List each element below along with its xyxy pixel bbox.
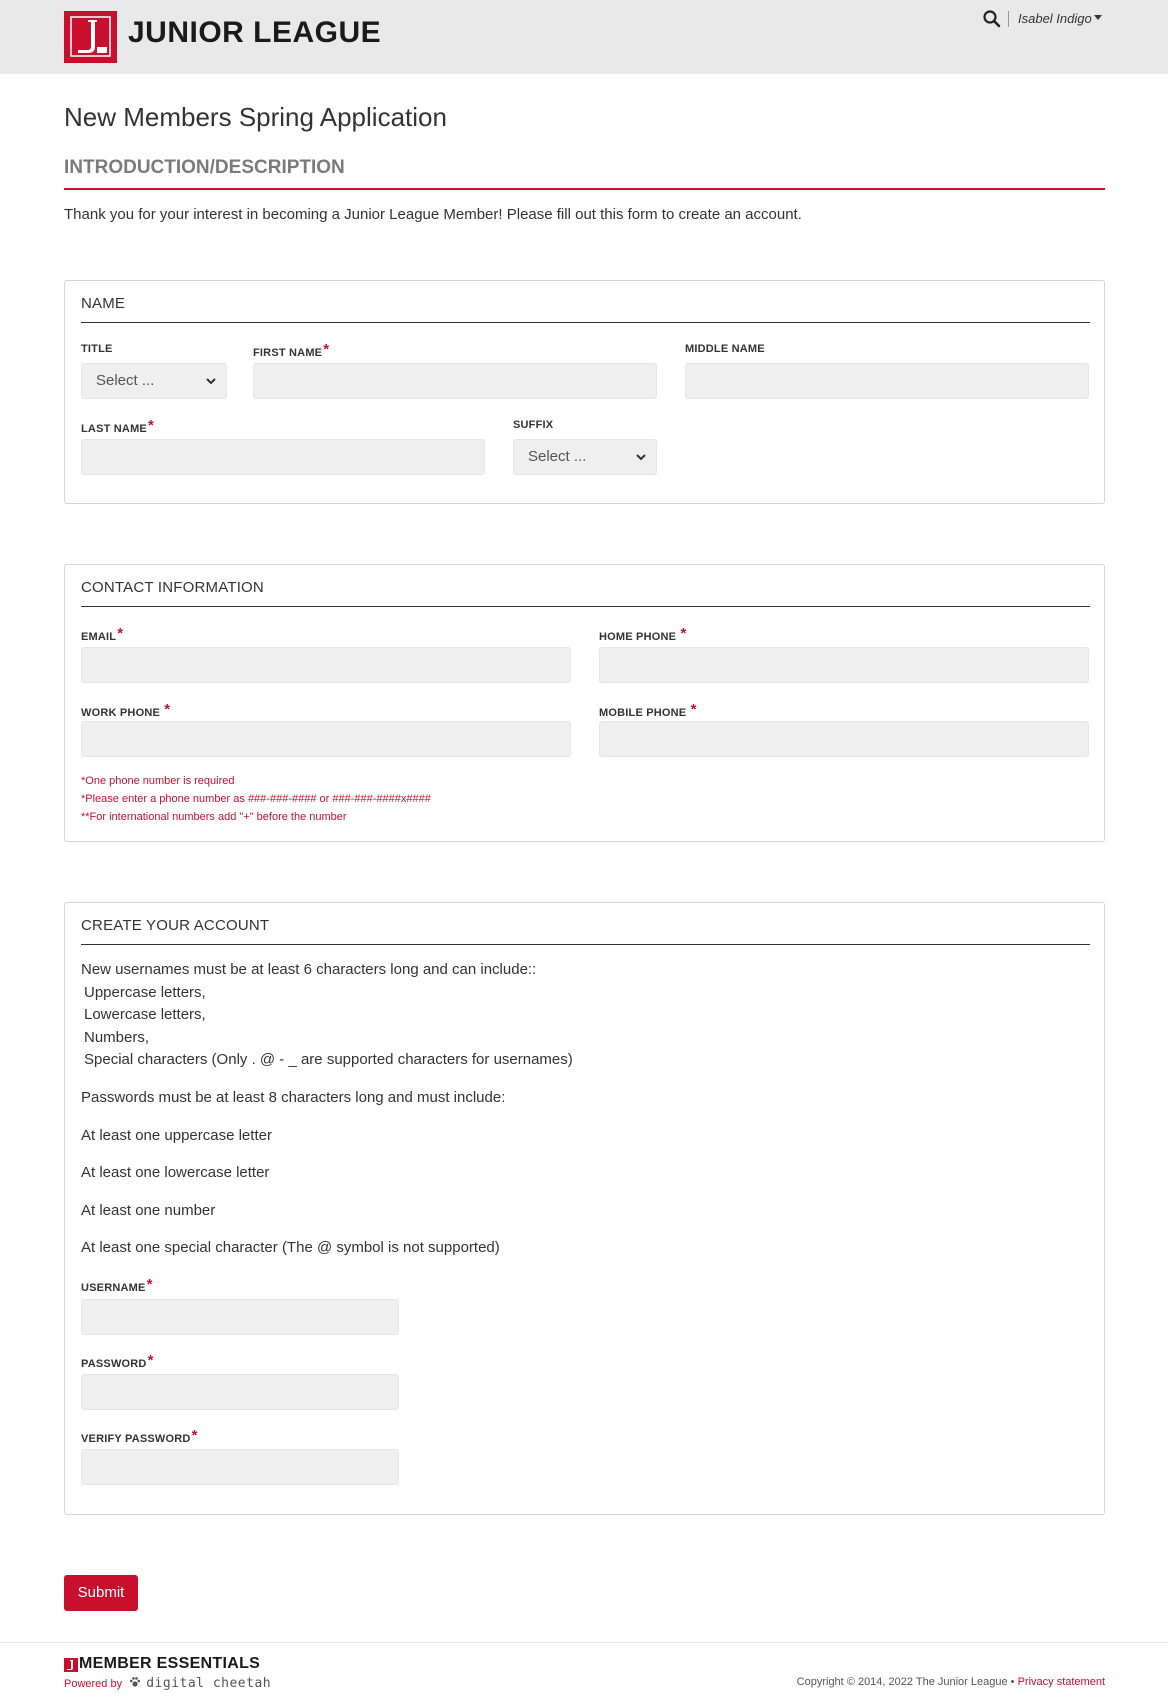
user-name: Isabel Indigo <box>1018 11 1092 26</box>
required-marker: * <box>191 1427 198 1444</box>
title-select-value: Select ... <box>96 372 155 389</box>
username-rule-item: Numbers, <box>84 1029 150 1046</box>
privacy-statement-link[interactable]: Privacy statement <box>1017 1676 1105 1688</box>
required-marker: * <box>147 1352 154 1369</box>
password-rule-item: At least one uppercase letter <box>81 1127 272 1144</box>
username-rule-item: Special characters (Only . @ - _ are supported characters for usernames) <box>84 1051 573 1068</box>
required-marker: * <box>680 625 687 642</box>
suffix-select-value: Select ... <box>528 448 587 465</box>
last-name-label: LAST NAME* <box>81 417 155 435</box>
caret-down-icon <box>1094 15 1102 20</box>
password-rules-intro: Passwords must be at least 8 characters long and must include: <box>81 1089 506 1106</box>
top-header <box>0 0 1168 74</box>
middle-name-input[interactable] <box>685 363 1089 399</box>
phone-hint-format: *Please enter a phone number as ###-###-#### or ###-###-####x#### <box>81 793 431 805</box>
password-label: PASSWORD* <box>81 1352 154 1370</box>
user-menu-dropdown[interactable] <box>1018 11 1102 26</box>
account-panel <box>64 902 1105 1515</box>
required-marker: * <box>146 1276 153 1293</box>
username-rule-item: Lowercase letters, <box>84 1006 206 1023</box>
junior-league-logo-icon[interactable] <box>64 11 117 63</box>
page-title: New Members Spring Application <box>64 102 447 132</box>
username-label: USERNAME* <box>81 1276 153 1294</box>
footer-divider <box>0 1642 1168 1643</box>
search-icon[interactable] <box>982 9 1002 29</box>
work-phone-input[interactable] <box>81 721 571 757</box>
title-label: TITLE <box>81 343 113 355</box>
header-divider <box>1008 11 1009 27</box>
verify-password-label: VERIFY PASSWORD* <box>81 1427 198 1445</box>
home-phone-label: HOME PHONE * <box>599 625 687 643</box>
phone-hint-required: *One phone number is required <box>81 775 235 787</box>
intro-text: Thank you for your interest in becoming a Junior League Member! Please fill out this form to create an account. <box>64 206 802 223</box>
panel-divider <box>81 606 1090 607</box>
username-rules-intro: New usernames must be at least 6 characters long and can include:: <box>81 961 537 978</box>
email-label: EMAIL* <box>81 625 124 643</box>
email-input[interactable] <box>81 647 571 683</box>
contact-panel <box>64 564 1105 842</box>
last-name-input[interactable] <box>81 439 485 475</box>
intro-divider <box>64 188 1105 190</box>
password-rule-item: At least one number <box>81 1202 216 1219</box>
verify-password-input[interactable] <box>81 1449 399 1485</box>
required-marker: * <box>117 625 124 642</box>
chevron-down-icon <box>634 450 648 464</box>
mobile-phone-input[interactable] <box>599 721 1089 757</box>
username-input[interactable] <box>81 1299 399 1335</box>
required-marker: * <box>690 701 697 718</box>
intro-heading: INTRODUCTION/DESCRIPTION <box>64 157 345 178</box>
digital-cheetah-brand: digital cheetah <box>146 1676 272 1691</box>
home-phone-input[interactable] <box>599 647 1089 683</box>
suffix-select[interactable] <box>513 439 657 475</box>
username-rule-item: Uppercase letters, <box>84 984 206 1001</box>
password-rule-item: At least one special character (The @ symbol is not supported) <box>81 1239 500 1256</box>
first-name-label: FIRST NAME* <box>253 341 330 359</box>
mobile-phone-label: MOBILE PHONE * <box>599 701 697 719</box>
submit-button[interactable]: Submit <box>64 1575 138 1611</box>
copyright-text <box>797 1676 1105 1688</box>
name-panel <box>64 280 1105 504</box>
powered-by[interactable] <box>64 1676 271 1691</box>
copyright-label: Copyright © 2014, 2022 The Junior League • <box>796 1676 1015 1688</box>
title-select[interactable] <box>81 363 227 399</box>
panel-title-contact: CONTACT INFORMATION <box>81 579 264 596</box>
phone-hint-international: **For international numbers add "+" before the number <box>81 811 347 823</box>
required-marker: * <box>323 341 330 358</box>
required-marker: * <box>147 417 155 434</box>
work-phone-label: WORK PHONE * <box>81 701 171 719</box>
middle-name-label: MIDDLE NAME <box>685 343 765 355</box>
paw-icon <box>129 1676 141 1688</box>
password-rule-item: At least one lowercase letter <box>81 1164 270 1181</box>
first-name-input[interactable] <box>253 363 657 399</box>
chevron-down-icon <box>204 374 218 388</box>
panel-title-account: CREATE YOUR ACCOUNT <box>81 917 270 934</box>
panel-divider <box>81 322 1090 323</box>
powered-by-label: Powered by <box>64 1678 123 1690</box>
panel-title-name: NAME <box>81 295 126 312</box>
footer-brand: MEMBER ESSENTIALS <box>79 1655 261 1672</box>
password-input[interactable] <box>81 1374 399 1410</box>
logo-text: JUNIOR LEAGUE <box>128 16 382 49</box>
required-marker: * <box>164 701 171 718</box>
panel-divider <box>81 944 1090 945</box>
member-essentials-logo-icon <box>64 1658 78 1672</box>
suffix-label: SUFFIX <box>513 419 554 431</box>
